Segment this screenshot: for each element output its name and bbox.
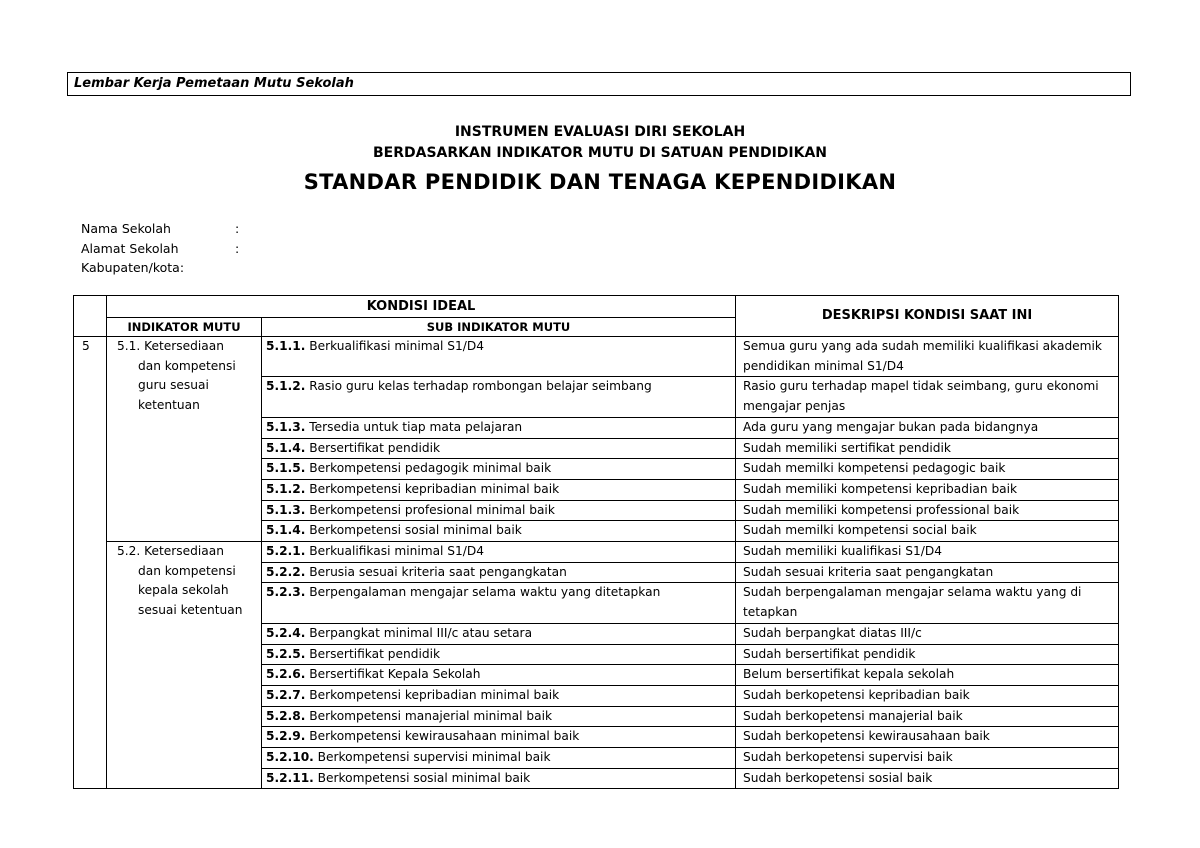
current-condition-cell: Sudah berkopetensi supervisi baik (736, 748, 1119, 769)
sub-indicator-cell (262, 337, 736, 377)
current-condition-cell: Sudah berpengalaman mengajar selama waktu yang di tetapkan (736, 583, 1119, 623)
current-condition-cell: Sudah memilki kompetensi social baik (736, 521, 1119, 542)
title-instrument: INSTRUMEN EVALUASI DIRI SEKOLAH (454, 124, 746, 140)
sub-indicator-code: 5.1.2. (266, 379, 306, 394)
header-sub-indicator: SUB INDIKATOR MUTU (262, 318, 736, 337)
sub-indicator-cell (262, 521, 736, 542)
sub-indicator-code: 5.1.4. (266, 523, 306, 538)
title-basis: BERDASARKAN INDIKATOR MUTU DI SATUAN PENDIDIKAN (372, 145, 828, 161)
indicator-description: dan kompetensi kepala sekolah sesuai ketentuan (138, 563, 243, 618)
info-school-address (81, 241, 239, 256)
current-condition-cell: Ada guru yang mengajar bukan pada bidangnya (736, 417, 1119, 438)
sub-indicator-cell (262, 562, 736, 583)
indicator-code: 5.1. (117, 339, 141, 353)
indicator-cell (107, 337, 262, 542)
indicator-code: 5.2. (117, 544, 141, 559)
document-header: Lembar Kerja Pemetaan Mutu Sekolah (67, 72, 1131, 96)
info-district (81, 260, 184, 275)
sub-indicator-text: Berkompetensi kepribadian minimal baik (305, 687, 560, 702)
current-condition-cell: Sudah bersertifikat pendidik (736, 644, 1119, 665)
header-ideal-condition: KONDISI IDEAL (107, 296, 736, 318)
sub-indicator-cell (262, 706, 736, 727)
district-label: Kabupaten/kota: (81, 260, 185, 275)
info-school-name (81, 221, 239, 236)
sub-indicator-text: Berkualifikasi minimal S1/D4 (305, 544, 485, 559)
indicator-title: Ketersediaan (140, 544, 224, 559)
sub-indicator-code: 5.1.2. (266, 481, 306, 496)
standard-number: 5 (74, 337, 107, 789)
sub-indicator-code: 5.2.2. (266, 564, 306, 579)
sub-indicator-cell (262, 583, 736, 623)
sub-indicator-text: Berpengalaman mengajar selama waktu yang ditetapkan (305, 585, 661, 600)
sub-indicator-text: Berusia sesuai kriteria saat pengangkatan (305, 564, 567, 579)
current-condition-cell: Sudah memiliki kompetensi professional baik (736, 500, 1119, 521)
sub-indicator-code: 5.1.1. (266, 339, 306, 353)
current-condition-cell: Semua guru yang ada sudah memiliki kualifikasi akademik pendidikan minimal S1/D4 (736, 337, 1119, 377)
sub-indicator-cell (262, 479, 736, 500)
sub-indicator-code: 5.2.7. (266, 687, 306, 702)
sub-indicator-code: 5.2.5. (266, 646, 306, 661)
sub-indicator-cell (262, 727, 736, 748)
sub-indicator-cell (262, 417, 736, 438)
sub-indicator-cell (262, 644, 736, 665)
sub-indicator-cell (262, 748, 736, 769)
sub-indicator-code: 5.1.5. (266, 461, 306, 476)
sub-indicator-code: 5.1.3. (266, 419, 306, 434)
sub-indicator-text: Berkompetensi sosial minimal baik (313, 770, 531, 785)
indicator-title: Ketersediaan (140, 339, 224, 353)
current-condition-cell: Sudah berkopetensi kepribadian baik (736, 685, 1119, 706)
table-row (74, 542, 1119, 563)
sub-indicator-code: 5.2.4. (266, 625, 306, 640)
sub-indicator-text: Berkompetensi sosial minimal baik (305, 523, 522, 538)
sub-indicator-text: Berkompetensi profesional minimal baik (305, 502, 555, 517)
sub-indicator-text: Berkualifikasi minimal S1/D4 (305, 339, 485, 353)
current-condition-cell: Sudah memiliki kualifikasi S1/D4 (736, 542, 1119, 563)
sub-indicator-code: 5.2.10. (266, 750, 314, 765)
indicator-description: dan kompetensi guru sesuai ketentuan (138, 358, 236, 413)
sub-indicator-cell (262, 665, 736, 686)
header-current-condition: DESKRIPSI KONDISI SAAT INI (736, 296, 1119, 337)
header-number (74, 296, 107, 337)
sub-indicator-text: Bersertifikat pendidik (305, 646, 441, 661)
sub-indicator-text: Berkompetensi kewirausahaan minimal baik (305, 729, 580, 744)
table-row (74, 337, 1119, 377)
sub-indicator-text: Rasio guru kelas terhadap rombongan belajar seimbang (305, 379, 652, 394)
table-body (74, 337, 1119, 789)
school-name-separator: : (235, 221, 240, 236)
current-condition-cell: Sudah memilki kompetensi pedagogic baik (736, 459, 1119, 480)
sub-indicator-text: Bersertifikat pendidik (305, 440, 441, 455)
current-condition-cell: Sudah sesuai kriteria saat pengangkatan (736, 562, 1119, 583)
school-address-separator: : (235, 241, 240, 256)
current-condition-cell: Sudah berkopetensi kewirausahaan baik (736, 727, 1119, 748)
sub-indicator-cell (262, 500, 736, 521)
sub-indicator-cell (262, 685, 736, 706)
header-indicator: INDIKATOR MUTU (107, 318, 262, 337)
current-condition-cell: Sudah berkopetensi sosial baik (736, 768, 1119, 789)
sub-indicator-text: Berkompetensi pedagogik minimal baik (305, 461, 552, 476)
sub-indicator-code: 5.2.6. (266, 667, 306, 682)
title-standard: STANDAR PENDIDIK DAN TENAGA KEPENDIDIKAN (303, 170, 897, 194)
indicator-table (73, 295, 1119, 789)
current-condition-cell: Sudah berpangkat diatas III/c (736, 623, 1119, 644)
sub-indicator-cell (262, 623, 736, 644)
sub-indicator-code: 5.1.4. (266, 440, 306, 455)
sub-indicator-text: Bersertifikat Kepala Sekolah (305, 667, 481, 682)
current-condition-cell: Sudah memiliki sertifikat pendidik (736, 438, 1119, 459)
indicator-cell (107, 542, 262, 789)
sub-indicator-code: 5.2.11. (266, 770, 314, 785)
indicator-title-line (117, 337, 257, 357)
sub-indicator-text: Berkompetensi supervisi minimal baik (313, 750, 551, 765)
current-condition-cell: Belum bersertifikat kepala sekolah (736, 665, 1119, 686)
sub-indicator-cell (262, 438, 736, 459)
sub-indicator-cell (262, 542, 736, 563)
sub-indicator-cell (262, 459, 736, 480)
sub-indicator-code: 5.2.9. (266, 729, 306, 744)
sub-indicator-text: Tersedia untuk tiap mata pelajaran (305, 419, 523, 434)
sub-indicator-cell (262, 377, 736, 417)
sub-indicator-cell (262, 768, 736, 789)
sub-indicator-code: 5.2.1. (266, 544, 306, 559)
current-condition-cell: Sudah berkopetensi manajerial baik (736, 706, 1119, 727)
sub-indicator-text: Berkompetensi kepribadian minimal baik (305, 481, 560, 496)
current-condition-cell: Rasio guru terhadap mapel tidak seimbang, guru ekonomi mengajar penjas (736, 377, 1119, 417)
school-address-label: Alamat Sekolah (81, 241, 179, 256)
indicator-title-line (117, 542, 257, 562)
sub-indicator-code: 5.1.3. (266, 502, 306, 517)
sub-indicator-code: 5.2.8. (266, 708, 306, 723)
current-condition-cell: Sudah memiliki kompetensi kepribadian baik (736, 479, 1119, 500)
sub-indicator-text: Berkompetensi manajerial minimal baik (305, 708, 553, 723)
school-name-label: Nama Sekolah (81, 221, 171, 236)
sub-indicator-code: 5.2.3. (266, 585, 306, 600)
sub-indicator-text: Berpangkat minimal III/c atau setara (305, 625, 533, 640)
